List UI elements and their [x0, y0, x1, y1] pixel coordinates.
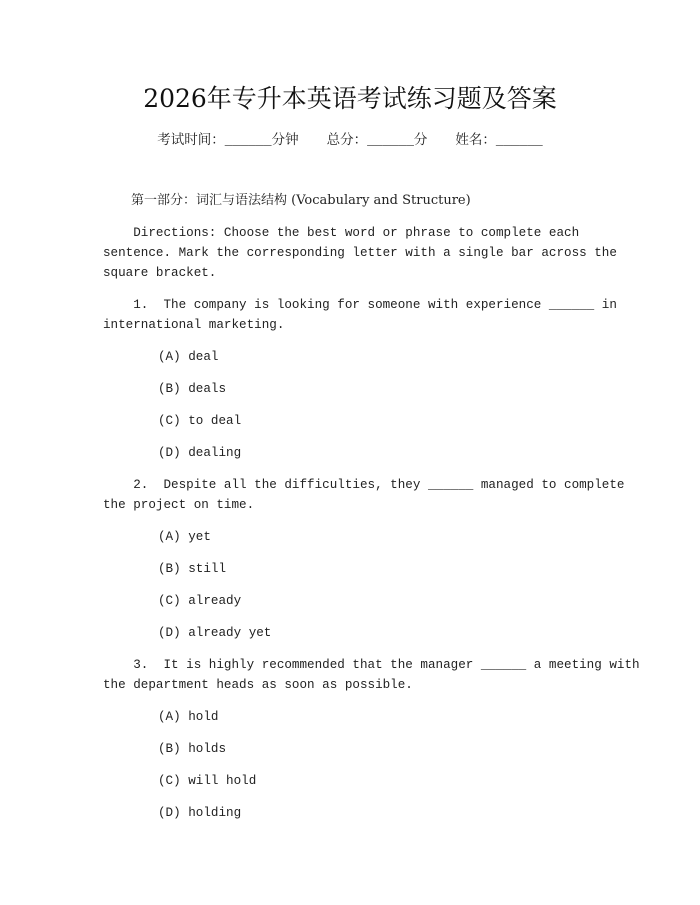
directions-paragraph	[103, 223, 617, 283]
score-label: 总分：	[326, 132, 368, 148]
question-3	[103, 655, 640, 695]
score-unit: 分	[413, 132, 428, 148]
time-unit: 分钟	[271, 132, 299, 148]
section-heading: 第一部分：词汇与语法结构 (Vocabulary and Structure)	[131, 193, 471, 208]
question-line: international marketing.	[103, 318, 285, 332]
directions-line: sentence. Mark the corresponding letter with a single bar across the	[103, 246, 617, 260]
option-c: (C) will hold	[158, 774, 257, 788]
question-2	[103, 475, 625, 515]
option-b: (B) still	[158, 562, 227, 576]
option-a: (A) yet	[158, 530, 211, 544]
time-blank: ______	[224, 133, 272, 148]
option-a: (A) deal	[158, 350, 219, 364]
question-line: 3. It is highly recommended that the manager ______ a meeting with	[103, 658, 640, 672]
option-c: (C) already	[158, 594, 242, 608]
question-line: the project on time.	[103, 498, 255, 512]
option-d: (D) holding	[158, 806, 242, 820]
question-line: 2. Despite all the difficulties, they ______ managed to complete	[103, 478, 625, 492]
option-b: (B) deals	[158, 382, 227, 396]
question-line: the department heads as soon as possible.	[103, 678, 413, 692]
option-a: (A) hold	[158, 710, 219, 724]
directions-line: square bracket.	[103, 266, 217, 280]
document-title: 2026年专升本英语考试练习题及答案	[143, 84, 557, 113]
directions-line: Directions: Choose the best word or phrase to complete each	[103, 226, 580, 240]
option-c: (C) to deal	[158, 414, 242, 428]
name-label: 姓名：	[455, 132, 496, 148]
question-line: 1. The company is looking for someone with experience ______ in	[103, 298, 617, 312]
option-d: (D) dealing	[158, 446, 242, 460]
score-blank: ______	[367, 133, 414, 148]
question-1	[103, 295, 617, 335]
exam-info-line	[0, 130, 700, 151]
option-b: (B) holds	[158, 742, 227, 756]
name-blank: ______	[495, 133, 543, 148]
option-d: (D) already yet	[158, 626, 272, 640]
time-label: 考试时间：	[157, 132, 225, 148]
